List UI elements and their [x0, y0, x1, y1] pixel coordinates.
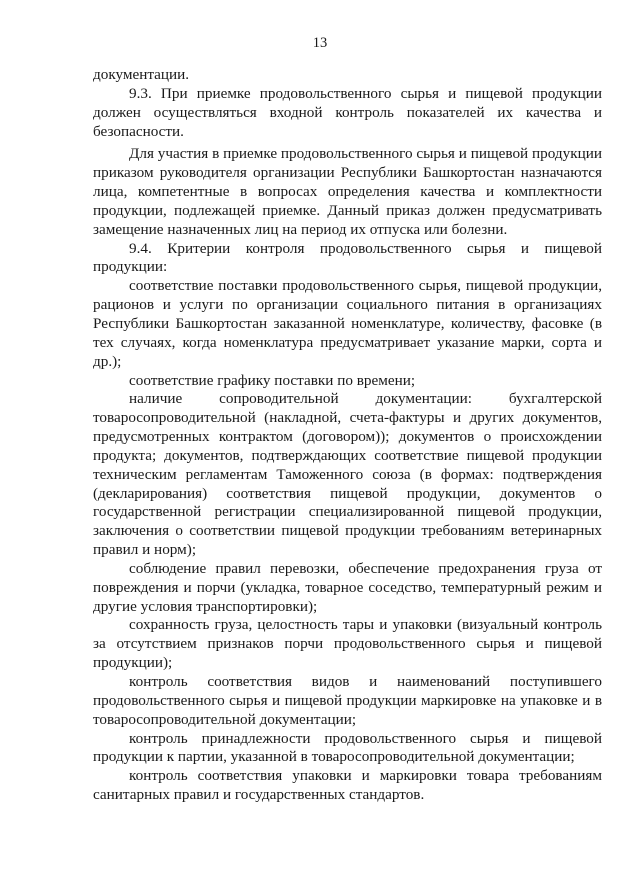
criterion-standards: контроль соответствия упаковки и маркировки товара требованиям санитарных правил и государственных стандартов. [93, 767, 602, 804]
page-number: 13 [312, 35, 328, 51]
paragraph-continuation: документации. [93, 66, 190, 83]
paragraph-acceptance-commission: Для участия в приемке продовольственного сырья и пищевой продукции приказом руководителя организации Республики Башкортостан назначаются лица, компетентные в вопросах определения качества и комплектности продукции, подлежащей приемке. Данный приказ должен предусматривать замещение назначенных лиц на период их отпуска или болезни. [93, 145, 602, 238]
criterion-batch: контроль принадлежности продовольственного сырья и пищевой продукции к партии, указанной в товаросопроводительной документации; [93, 729, 602, 766]
criterion-labeling-match: контроль соответствия видов и наименований поступившего продовольственного сырья и пищевой продукции маркировке на упаковке и в товаросопроводительной документации; [93, 673, 602, 728]
criterion-packaging-integrity: сохранность груза, целостность тары и упаковки (визуальный контроль за отсутствием признаков порчи продовольственного сырья и пищевой продукции); [93, 616, 602, 672]
criterion-schedule: соответствие графику поставки по времени; [129, 371, 416, 389]
paragraph-9-3: 9.3. При приемке продовольственного сырья и пищевой продукции должен осуществляться входной контроль показателей их качества и безопасности. [93, 84, 602, 140]
criterion-transport: соблюдение правил перевозки, обеспечение предохранения груза от повреждения и порчи (укладка, товарное соседство, температурный режим и другие условия транспортировки); [93, 559, 602, 615]
paragraph-9-4: 9.4. Критерии контроля продовольственного сырья и пищевой продукции: [93, 239, 602, 276]
criterion-documentation: наличие сопроводительной документации: бухгалтерской товаросопроводительной (накладной, счета-фактуры и других документов, предусмотренных контрактом (договором)); документов о происхождении продукта; документов, подтверждающих соответствие пищевой продукции техническим регламентам Таможенного союза (в формах: подтверждения (декларирования) соответствия пищевой продукции, документов о государственной регистрации специализированной пищевой продукции, заключения о соответствии пищевой продукции требованиям ветеринарных правил и норм); [93, 390, 602, 559]
criterion-nomenclature: соответствие поставки продовольственного сырья, пищевой продукции, рационов и услуги по организации социального питания в организациях Республики Башкортостан заказанной номенклатуре, количеству, фасовке (в тех случаях, когда номенклатура предусматривает указание марки, сорта и др.); [93, 277, 602, 370]
document-body [93, 66, 602, 805]
